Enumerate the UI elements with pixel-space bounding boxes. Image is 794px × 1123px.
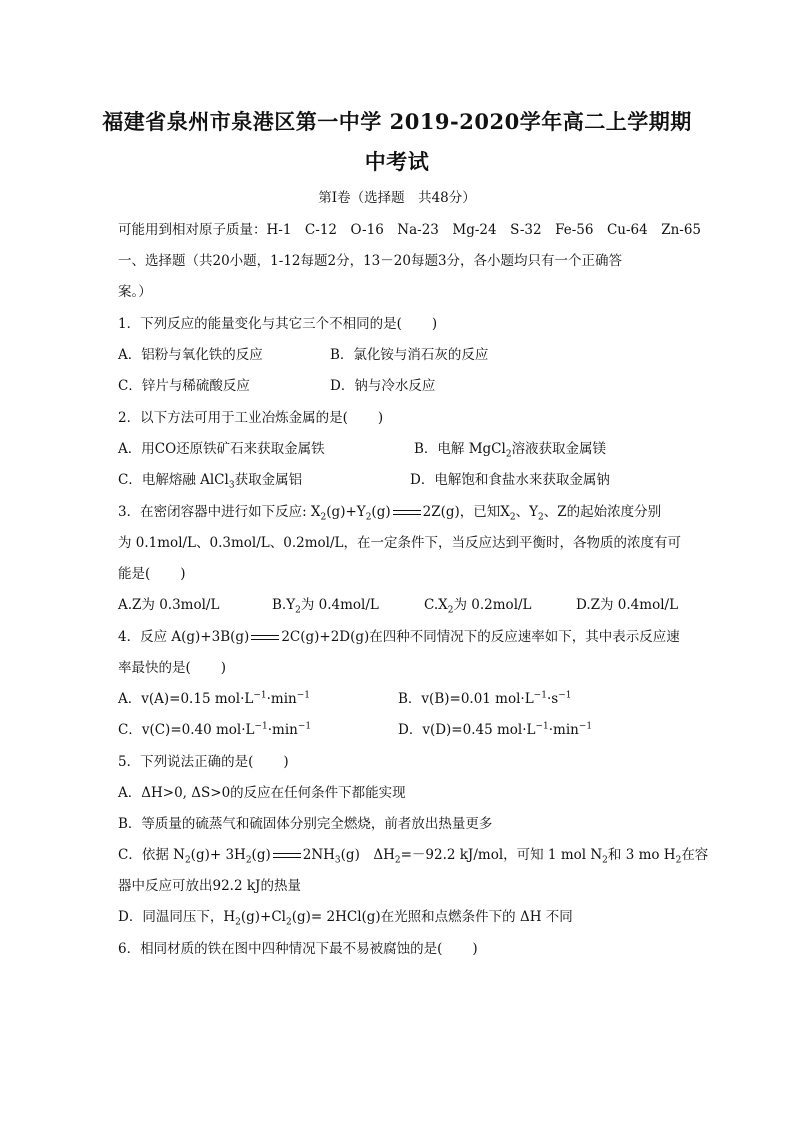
- q1-option-c: C．锌片与稀硫酸反应: [118, 378, 250, 394]
- q1-option-a: A．铝粉与氧化铁的反应: [118, 347, 263, 363]
- q1-option-d: D．钠与冷水反应: [330, 378, 436, 394]
- q4-option-a: A．v(A)=0.15 $mol\cdot L^{-1}\cdot\min^{-1}$: [118, 690, 310, 707]
- q4-option-b: B．v(B)=0.01 $mol\cdot L^{-1}\cdot s^{-1}$: [398, 690, 572, 707]
- q3-stem-line1: 3．在密闭容器中进行如下反应: $X_2(g)+Y_2(g)$ 2Z(g)，已知$X_2$、$Y_2$、Z的起始浓度分别: [118, 504, 662, 523]
- q3-option-a: A.Z为 0.3mol/L: [118, 597, 220, 613]
- section-instructions-line2: 案。）: [118, 284, 152, 300]
- q5-option-b: B．等质量的硫蒸气和硫固体分别完全燃烧，前者放出热量更多: [118, 816, 493, 832]
- q2-option-b: B．电解 MgCl$_2$溶液获取金属镁: [414, 441, 607, 460]
- q6-stem: 6．相同材质的铁在图中四种情况下最不易被腐蚀的是( ): [118, 941, 478, 957]
- q1-stem: 1．下列反应的能量变化与其它三个不相同的是( ): [118, 316, 438, 332]
- equilibrium-arrow-icon: [393, 508, 421, 518]
- section-instructions-line1: 一、选择题（共20小题，1-12每题2分，13－20每题3分，各小题均只有一个正确答: [118, 253, 623, 269]
- section-subtitle: 第Ⅰ卷（选择题 共48分）: [318, 190, 476, 206]
- q4-option-d: D．v(D)=0.45 $mol\cdot L^{-1}\cdot\min^{-1}$: [398, 721, 593, 738]
- q3-option-d: D.Z为 0.4mol/L: [576, 597, 679, 613]
- q3-option-c: $C.X_2$为 0.2mol/L: [424, 597, 532, 616]
- q5-option-a: A．ΔH>0, ΔS>0的反应在任何条件下都能实现: [118, 785, 406, 801]
- q2-option-d: D．电解饱和食盐水来获取金属钠: [410, 472, 610, 488]
- q2-stem: 2．以下方法可用于工业冶炼金属的是( ): [118, 410, 384, 426]
- q2-option-c: C．电解熔融 AlCl$_3$获取金属铝: [118, 472, 303, 491]
- atomic-masses-line: 可能用到相对原子质量：H-1 C-12 O-16 Na-23 Mg-24 S-32 Fe-56 Cu-64 Zn-65: [118, 222, 702, 238]
- q1-option-b: B．氯化铵与消石灰的反应: [330, 347, 489, 363]
- q5-stem: 5．下列说法正确的是( ): [118, 754, 289, 770]
- q3-stem-line3: 能是( ): [118, 566, 186, 582]
- q4-option-c: C．v(C)=0.40 $mol\cdot L^{-1}\cdot\min^{-1}$: [118, 721, 312, 738]
- q5-option-d: D．同温同压下，$H_2(g)+Cl_2(g)= 2HCl(g)$在光照和点燃条件下的 ΔH 不同: [118, 909, 573, 928]
- q5-option-c-cont: 器中反应可放出92.2 kJ的热量: [118, 878, 301, 894]
- exam-title-line1: 福建省泉州市泉港区第一中学 2019-2020学年高二上学期期: [102, 109, 692, 134]
- q5-option-c: C．依据 $N_2(g)+ 3H_2(g)$ $2NH_3(g)$ $\Delta H_2=-92.2$ kJ/mol，可知 1 mol $N_2$和 3 mo $H_2$在容: [118, 847, 709, 866]
- equilibrium-arrow-icon: [273, 851, 301, 861]
- equilibrium-arrow-icon: [251, 633, 279, 643]
- q3-option-b: $B.Y_2$为 0.4mol/L: [272, 597, 379, 616]
- q4-stem-line2: 率最快的是( ): [118, 660, 227, 676]
- q4-stem-line1: 4．反应 A(g)+3B(g) 2C(g)+2D(g)在四种不同情况下的反应速率如下，其中表示反应速: [118, 629, 680, 645]
- q3-stem-line2: 为 0.1mol/L、0.3mol/L、0.2mol/L，在一定条件下，当反应达到平衡时，各物质的浓度有可: [118, 535, 681, 551]
- exam-title-line2: 中考试: [364, 149, 430, 174]
- q2-option-a: A．用CO还原铁矿石来获取金属铁: [118, 441, 325, 457]
